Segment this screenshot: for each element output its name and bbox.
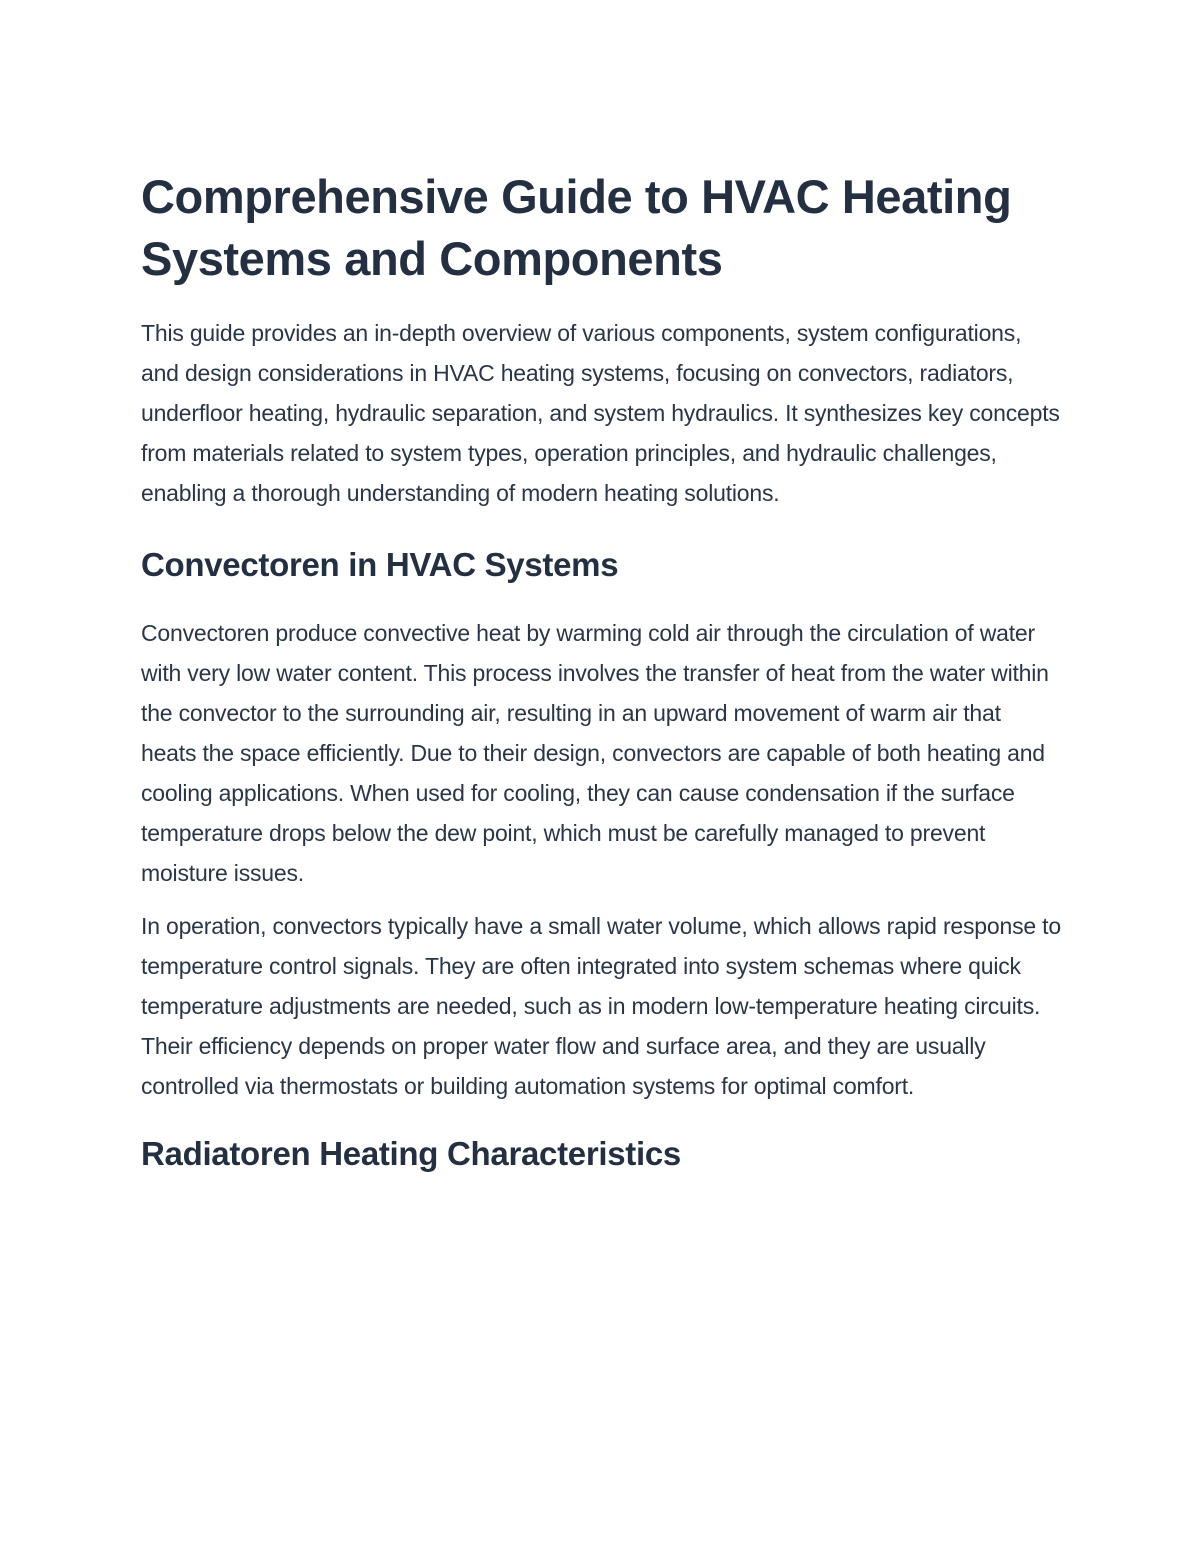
document-page bbox=[141, 166, 1061, 1176]
section-heading-radiatoren: Radiatoren Heating Characteristics bbox=[141, 1135, 681, 1172]
section-heading-convectoren: Convectoren in HVAC Systems bbox=[141, 546, 619, 583]
page-title: Comprehensive Guide to HVAC Heating Systems and Components bbox=[141, 170, 1012, 285]
convectoren-paragraph-1: Convectoren produce convective heat by warming cold air through the circulation of water with very low water content. This process involves the transfer of heat from the water within the convector to the surrounding air, resulting in an upward movement of warm air that heats the space efficiently. Due to their design, convectors are capable of both heating and cooling applications. When used for cooling, they can cause condensation if the surface temperature drops below the dew point, which must be carefully managed to prevent moisture issues. bbox=[141, 620, 1049, 886]
intro-paragraph: This guide provides an in-depth overview of various components, system configurations, and design considerations in HVAC heating systems, focusing on convectors, radiators, underfloor heating, hydraulic separation, and system hydraulics. It synthesizes key concepts from materials related to system types, operation principles, and hydraulic challenges, enabling a thorough understanding of modern heating solutions. bbox=[141, 320, 1060, 506]
convectoren-paragraph-2: In operation, convectors typically have a small water volume, which allows rapid response to temperature control signals. They are often integrated into system schemas where quick temperature adjustments are needed, such as in modern low-temperature heating circuits. Their efficiency depends on proper water flow and surface area, and they are usually controlled via thermostats or building automation systems for optimal comfort. bbox=[141, 913, 1061, 1099]
